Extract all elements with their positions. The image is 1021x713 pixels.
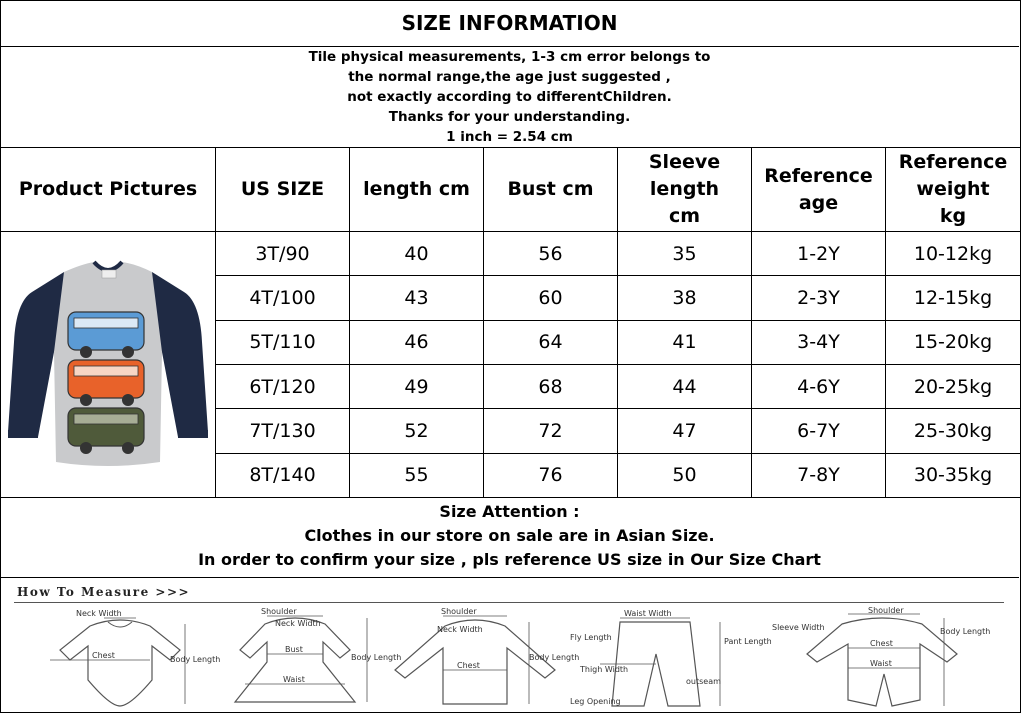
pants-diagram [570,610,770,710]
cell-bust: 68 [484,364,618,408]
tshirt-image [2,232,215,492]
cell-sleeve: 47 [618,409,752,453]
cell-weight: 10-12kg [886,232,1021,276]
neck-width-label: Neck Width [275,619,321,628]
attention-line: In order to confirm your size , pls reference US size in Our Size Chart [198,549,821,569]
note-line: Tile physical measurements, 1-3 cm error belongs to [308,49,711,65]
cell-bust: 64 [484,320,618,364]
attention-line: Clothes in our store on sale are in Asian Size. [304,525,715,545]
cell-age: 1-2Y [752,232,886,276]
cell-us-size: 3T/90 [216,232,350,276]
bodysuit-diagram [30,609,221,708]
divider [14,602,1004,603]
cell-sleeve: 41 [618,320,752,364]
note-line: Thanks for your understanding. [388,109,631,125]
header-line: Reference [898,151,1008,173]
chest-label: Chest [92,651,115,660]
neck-width-label: Neck Width [437,625,483,634]
cell-age: 7-8Y [752,453,886,497]
cell-age: 6-7Y [752,409,886,453]
header-line: weight [916,178,990,200]
header-sleeve-length [618,148,752,232]
cell-length: 52 [350,409,484,453]
body-length-label: Body Length [529,653,580,662]
outseam-label: outseam [686,677,721,686]
chest-label: Chest [870,639,893,648]
size-attention [0,494,1019,578]
cell-us-size: 6T/120 [216,364,350,408]
leg-opening-label: Leg Opening [570,697,621,706]
thigh-width-label: Thigh Width [580,665,629,674]
size-table [0,147,1021,498]
cell-age: 3-4Y [752,320,886,364]
cell-sleeve: 38 [618,276,752,320]
cell-length: 43 [350,276,484,320]
note-line: 1 inch = 2.54 cm [446,129,573,145]
fly-length-label: Fly Length [570,633,612,642]
cell-length: 55 [350,453,484,497]
waist-width-label: Waist Width [624,609,672,618]
bust-label: Bust [285,645,303,654]
waist-label: Waist [870,659,892,668]
note-line: not exactly according to differentChildren. [347,89,672,105]
header-bust: Bust cm [484,148,618,232]
header-line: Reference [764,164,873,187]
cell-age: 4-6Y [752,364,886,408]
attention-heading: Size Attention : [439,501,580,521]
cell-weight: 20-25kg [886,364,1021,408]
neck-width-label: Neck Width [76,609,122,618]
header-length: length cm [350,148,484,232]
header-line: kg [939,205,967,227]
table-row [1,232,1021,276]
cell-length: 46 [350,320,484,364]
how-to-measure-title: How To Measure >>> [17,585,191,599]
shoulder-label: Shoulder [868,606,904,615]
body-length-label: Body Length [170,655,221,664]
dress-diagram [205,607,402,708]
shoulder-label: Shoulder [261,607,297,616]
cell-weight: 30-35kg [886,453,1021,497]
header-us-size: US SIZE [216,148,350,232]
cell-bust: 56 [484,232,618,276]
measurement-notes [0,47,1019,148]
jumpsuit-diagram [772,606,992,710]
header-reference-age [752,148,886,232]
cell-weight: 15-20kg [886,320,1021,364]
cell-sleeve: 44 [618,364,752,408]
cell-age: 2-3Y [752,276,886,320]
cell-length: 49 [350,364,484,408]
body-length-label: Body Length [351,653,402,662]
cell-sleeve: 35 [618,232,752,276]
cell-weight: 12-15kg [886,276,1021,320]
cell-bust: 60 [484,276,618,320]
cell-us-size: 7T/130 [216,409,350,453]
cell-weight: 25-30kg [886,409,1021,453]
chest-label: Chest [457,661,480,670]
header-reference-weight [886,148,1021,232]
cell-us-size: 5T/110 [216,320,350,364]
top-diagram [385,607,580,708]
page-title: SIZE INFORMATION [0,0,1019,47]
header-line: Sleeve [648,151,721,173]
cell-bust: 72 [484,409,618,453]
cell-length: 40 [350,232,484,276]
note-line: the normal range,the age just suggested , [348,69,671,85]
sleeve-width-label: Sleeve Width [772,623,825,632]
header-line: age [798,191,839,214]
header-product-pictures: Product Pictures [1,148,216,232]
product-picture [1,232,216,498]
cell-bust: 76 [484,453,618,497]
header-line: length [649,178,720,200]
body-length-label: Body Length [940,627,991,636]
table-header-row [1,148,1021,232]
header-line: cm [668,205,701,227]
cell-sleeve: 50 [618,453,752,497]
how-to-measure [0,578,1019,711]
cell-us-size: 4T/100 [216,276,350,320]
shoulder-label: Shoulder [441,607,477,616]
waist-label: Waist [283,675,305,684]
cell-us-size: 8T/140 [216,453,350,497]
pant-length-label: Pant Length [724,637,772,646]
